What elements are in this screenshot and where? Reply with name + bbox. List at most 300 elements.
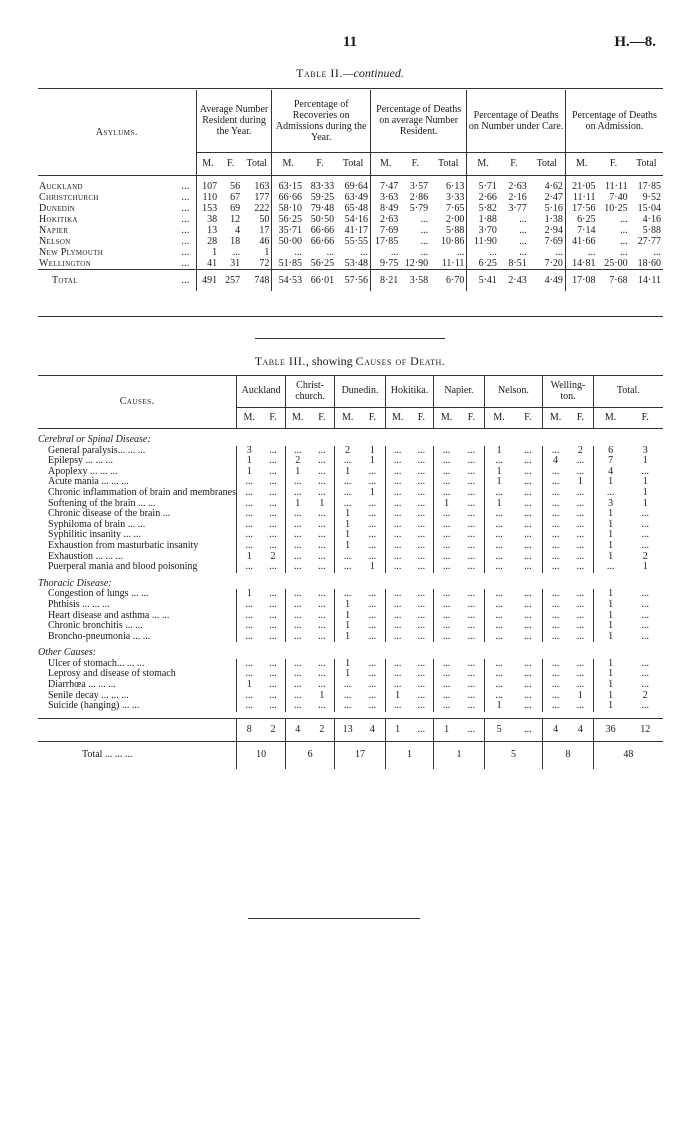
cause-cell: ... <box>368 657 377 669</box>
cause-name: Congestion of lungs ... ... <box>48 588 149 600</box>
cause-cell: ... <box>576 609 585 621</box>
cause-cell: ... <box>285 669 309 680</box>
table2-cell: ... <box>420 224 429 236</box>
grand-total-cell: 48 <box>593 742 663 769</box>
table2-subheader-cell: M. <box>371 152 401 175</box>
cause-cell: ... <box>543 621 568 632</box>
table2-total-cell: 57·56 <box>336 269 370 291</box>
table2-cell: ... <box>620 246 628 258</box>
cause-cell: ... <box>543 680 568 691</box>
table2-total-row <box>38 269 663 291</box>
table3-subheader-cell: M. <box>434 408 459 429</box>
group-header-deaths-under-care: Percentage of Deaths on Number under Care. <box>467 90 566 152</box>
cause-cell: 1 <box>593 611 627 622</box>
table2-cell: 21·05 <box>565 175 597 192</box>
cause-cell: ... <box>543 499 568 510</box>
cause-cell: 1 <box>593 530 627 541</box>
table2-cell: 56 <box>230 180 241 192</box>
table2-cell: 1 <box>264 246 270 258</box>
asylum-name <box>38 247 196 258</box>
table2-cell: 66·66 <box>272 192 304 203</box>
cause-row <box>38 632 663 643</box>
cause-cell: 1 <box>285 499 309 510</box>
table2-subheader-cell: M. <box>565 152 597 175</box>
cause-cell: 1 <box>335 669 360 680</box>
cause-cell: 2 <box>642 689 648 701</box>
asylum-name-dots: ... <box>181 235 190 247</box>
group-header-deaths-average: Percentage of Deaths on average Number Resident. <box>371 90 467 152</box>
table2-cell: 3·70 <box>467 225 499 236</box>
table2-title <box>0 66 700 81</box>
cause-cell: ... <box>417 518 426 530</box>
cause-cell: ... <box>524 561 532 573</box>
cause-cell: ... <box>641 529 649 541</box>
table2-title-prefix: Table II. <box>296 66 343 80</box>
table2-cell: 79·48 <box>310 202 335 214</box>
cause-cell: 3 <box>642 444 648 456</box>
cause-cell: ... <box>385 499 409 510</box>
table2-cell: 50·00 <box>272 236 304 247</box>
table3-title-prefix: Table III. <box>254 354 306 368</box>
cause-cell: ... <box>543 669 568 680</box>
cause-cell: ... <box>467 497 476 509</box>
cause-cell: ... <box>576 529 585 541</box>
table3-column-header: Nelson. <box>484 376 543 408</box>
cause-cell: ... <box>368 529 377 541</box>
cause-cell: ... <box>417 668 426 680</box>
table2-cell: 25·00 <box>604 257 628 269</box>
table2-subheader-cell: M. <box>467 152 499 175</box>
table2-cell: 69 <box>230 202 241 214</box>
cause-cell: ... <box>484 488 513 499</box>
cause-cell: ... <box>269 508 277 520</box>
cause-cell: ... <box>434 701 459 712</box>
cause-cell: 1 <box>335 467 360 478</box>
asylum-name-dots: ... <box>181 257 190 269</box>
cause-cell: ... <box>641 620 649 632</box>
cause-cell: ... <box>269 630 277 642</box>
cause-cell: ... <box>335 499 360 510</box>
table2-cell: ... <box>232 246 241 258</box>
table2-subheader-cell: M. <box>196 152 219 175</box>
cause-cell: ... <box>368 620 377 632</box>
cause-cell: ... <box>385 621 409 632</box>
cause-cell: ... <box>524 657 532 669</box>
table3-subheader-cell: F. <box>310 408 335 429</box>
cause-cell: ... <box>467 700 476 712</box>
cause-cell: ... <box>385 669 409 680</box>
table2-cell: 66·66 <box>310 224 335 236</box>
table2-cell: 41·17 <box>344 224 368 236</box>
cause-cell: ... <box>318 657 326 669</box>
cause-row <box>38 562 663 573</box>
cause-cell: ... <box>576 539 585 551</box>
table2-cell: ... <box>420 235 429 247</box>
cause-group-row <box>38 642 663 659</box>
cause-cell: ... <box>269 497 277 509</box>
grand-total-cell: 1 <box>434 742 484 769</box>
cause-cell: 1 <box>237 680 261 691</box>
cause-cell: 1 <box>593 477 627 488</box>
cause-cell: ... <box>237 632 261 643</box>
table2-cell: 50 <box>259 213 270 225</box>
cause-cell: ... <box>285 600 309 611</box>
table2-cell: 46 <box>259 235 270 247</box>
cause-cell: ... <box>368 689 377 701</box>
cause-cell: ... <box>417 598 426 610</box>
cause-cell: ... <box>417 630 426 642</box>
table2-total-cell: 8·21 <box>371 269 401 291</box>
cause-cell: ... <box>285 589 309 600</box>
grand-total-cell: 10 <box>237 742 285 769</box>
table2-cell: 177 <box>254 191 270 203</box>
asylum-name <box>38 203 196 214</box>
cause-cell: 1 <box>237 552 261 563</box>
cause-cell: 1 <box>593 659 627 670</box>
cause-cell: ... <box>524 529 532 541</box>
cause-cell: 1 <box>319 689 325 701</box>
cause-cell: ... <box>269 539 277 551</box>
cause-cell: ... <box>434 562 459 573</box>
table2-cell: 7·69 <box>371 225 401 236</box>
cause-cell: ... <box>524 486 532 498</box>
table2-cell: 41·66 <box>565 236 597 247</box>
cause-name: Acute mania ... ... ... <box>48 476 129 488</box>
sum-cell: 5 <box>484 718 513 742</box>
table2-cell: 17·85 <box>637 180 661 192</box>
table2-cell: 11·90 <box>467 236 499 247</box>
table2-cell: 2·63 <box>508 180 527 192</box>
cause-cell: ... <box>434 530 459 541</box>
cause-cell: ... <box>524 679 532 691</box>
asylum-name-dots: ... <box>181 246 190 258</box>
table3-column-header: Auckland <box>237 376 285 408</box>
cause-cell: ... <box>269 598 277 610</box>
cause-cell: ... <box>318 630 326 642</box>
cause-cell: 1 <box>335 659 360 670</box>
cause-cell: ... <box>269 529 277 541</box>
cause-cell: ... <box>237 488 261 499</box>
cause-cell: ... <box>318 679 326 691</box>
cause-cell: ... <box>417 561 426 573</box>
cause-cell: ... <box>543 467 568 478</box>
cause-cell: ... <box>417 529 426 541</box>
cause-cell: ... <box>434 611 459 622</box>
cause-cell: ... <box>318 529 326 541</box>
table3-subheader-cell: F. <box>459 408 484 429</box>
cause-cell: ... <box>385 520 409 531</box>
cause-cell: ... <box>269 689 277 701</box>
table2-cell: 7·14 <box>565 225 597 236</box>
cause-cell: ... <box>318 539 326 551</box>
table3-column-header: Christ-church. <box>285 376 334 408</box>
cause-name: Apoplexy ... ... ... <box>48 465 118 477</box>
table3-subheader-cell: M. <box>385 408 409 429</box>
cause-cell: ... <box>385 552 409 563</box>
table3-subheader-cell: M. <box>285 408 309 429</box>
cause-cell: ... <box>484 520 513 531</box>
asylum-name <box>38 192 196 203</box>
table2-cell: 1·88 <box>467 214 499 225</box>
table2-cell: 5·88 <box>642 224 661 236</box>
cause-name: Senile decay ... ... ... <box>48 689 129 701</box>
table2-total-cell: 257 <box>219 269 242 291</box>
table2-cell: 14·81 <box>565 258 597 270</box>
table2-row <box>38 225 663 236</box>
cause-cell: ... <box>576 486 585 498</box>
cause-cell: ... <box>417 486 426 498</box>
cause-cell: ... <box>285 611 309 622</box>
cause-cell: ... <box>269 561 277 573</box>
table2-cell: 18·60 <box>637 257 661 269</box>
cause-cell: ... <box>484 589 513 600</box>
table3-column-header: Napier. <box>434 376 484 408</box>
cause-cell: ... <box>237 659 261 670</box>
cause-cell: 1 <box>593 621 627 632</box>
table2-cell: 69·64 <box>344 180 368 192</box>
cause-group-title: Cerebral or Spinal Disease: <box>38 434 151 445</box>
asylum-name <box>38 225 196 236</box>
cause-cell: ... <box>335 477 360 488</box>
table2-cell: 4 <box>235 224 241 236</box>
cause-name: Ulcer of stomach... ... ... <box>48 657 145 669</box>
cause-cell: ... <box>285 659 309 670</box>
cause-cell: ... <box>417 550 426 562</box>
cause-cell: ... <box>318 598 326 610</box>
sum-cell: 2 <box>310 718 335 742</box>
table2-cell: ... <box>371 247 401 258</box>
table2-row <box>38 203 663 214</box>
cause-name: Diarrhœa ... ... ... <box>48 679 116 691</box>
table2-subheader-cell: F. <box>400 152 430 175</box>
asylum-name-text: Auckland <box>39 180 83 192</box>
table2-cell: 2·86 <box>409 191 429 203</box>
asylum-name-text: Napier <box>39 224 69 236</box>
cause-cell: ... <box>318 668 326 680</box>
cause-cell: ... <box>524 465 532 477</box>
cause-cell: 1 <box>577 476 583 488</box>
table2-cell: 7·65 <box>445 202 465 214</box>
table3-column-header: Welling-ton. <box>543 376 593 408</box>
asylum-name <box>38 258 196 270</box>
table2-cell: 110 <box>196 192 219 203</box>
grand-total-label: Total ... ... ... <box>38 742 237 769</box>
cause-group-row <box>38 429 663 446</box>
cause-cell: ... <box>417 620 426 632</box>
table2-total-cell: 14·11 <box>630 269 663 291</box>
cause-cell: ... <box>484 691 513 702</box>
cause-cell: ... <box>576 620 585 632</box>
cause-name: Suicide (hanging) ... ... <box>48 700 140 712</box>
sum-cell: 1 <box>434 718 459 742</box>
sum-cell: 4 <box>360 718 385 742</box>
cause-row <box>38 456 663 467</box>
cause-cell: ... <box>368 539 377 551</box>
cause-name: Syphilitic insanity ... ... <box>48 529 142 541</box>
table2-cell: 31 <box>230 257 241 269</box>
cause-name: Chronic disease of the brain ... <box>48 508 171 520</box>
cause-cell: ... <box>467 598 476 610</box>
cause-cell: ... <box>484 659 513 670</box>
table2-total-cell: 5·41 <box>467 269 499 291</box>
cause-cell: ... <box>434 669 459 680</box>
cause-row <box>38 600 663 611</box>
cause-cell: ... <box>524 588 532 600</box>
cause-cell: ... <box>467 455 476 467</box>
cause-cell: ... <box>543 691 568 702</box>
cause-cell: ... <box>641 657 649 669</box>
cause-cell: ... <box>467 620 476 632</box>
asylum-name-dots: ... <box>181 213 190 225</box>
table2-cell: ... <box>519 246 527 258</box>
table3-subheader-cell: F. <box>568 408 593 429</box>
asylum-name-text: Wellington <box>39 257 91 269</box>
cause-cell: ... <box>269 465 277 477</box>
cause-cell: ... <box>368 508 377 520</box>
cause-cell: ... <box>543 488 568 499</box>
cause-cell: 1 <box>484 467 513 478</box>
cause-cell: 2 <box>335 446 360 457</box>
cause-cell: ... <box>285 552 309 563</box>
cause-cell: ... <box>593 488 627 499</box>
table2-cell: 8·49 <box>371 203 401 214</box>
table3-subheader-cell: M. <box>543 408 568 429</box>
cause-cell: ... <box>641 588 649 600</box>
table3-subheader-cell: F. <box>410 408 434 429</box>
cause-cell: ... <box>434 659 459 670</box>
table2-cell: 54·16 <box>344 213 368 225</box>
cause-cell: 1 <box>593 669 627 680</box>
asylum-name <box>38 175 196 192</box>
cause-cell: ... <box>543 541 568 552</box>
cause-cell: ... <box>417 508 426 520</box>
cause-cell: 2 <box>285 456 309 467</box>
cause-name: Leprosy and disease of stomach <box>48 668 176 680</box>
cause-cell: 1 <box>593 520 627 531</box>
cause-cell: ... <box>524 550 532 562</box>
cause-cell: ... <box>318 550 326 562</box>
table2-subheader-cell: Total <box>336 152 370 175</box>
table2-subheader-cell: Total <box>529 152 566 175</box>
cause-cell: ... <box>467 444 476 456</box>
cause-cell: ... <box>335 589 360 600</box>
table2-cell: 10·86 <box>440 235 465 247</box>
cause-cell: ... <box>576 657 585 669</box>
cause-cell: ... <box>576 561 585 573</box>
table2-cell: ... <box>456 246 465 258</box>
table2-cell: 2·16 <box>508 191 527 203</box>
table2-cell: 27·77 <box>637 235 661 247</box>
cause-cell: ... <box>385 680 409 691</box>
cause-cell: ... <box>434 541 459 552</box>
sum-row <box>38 718 663 742</box>
cause-cell: ... <box>285 488 309 499</box>
cause-cell: ... <box>335 562 360 573</box>
cause-cell: ... <box>335 691 360 702</box>
cause-cell: ... <box>269 476 277 488</box>
cause-cell: 1 <box>484 477 513 488</box>
cause-cell: ... <box>385 541 409 552</box>
table2 <box>38 90 663 291</box>
cause-cell: ... <box>269 700 277 712</box>
cause-cell: ... <box>335 701 360 712</box>
cause-cell: ... <box>434 600 459 611</box>
table2-bottom-rule <box>38 316 663 317</box>
cause-cell: ... <box>484 541 513 552</box>
table2-cell: 2·00 <box>445 213 465 225</box>
cause-name: Puerperal mania and blood poisoning <box>48 561 198 573</box>
cause-cell: ... <box>524 497 532 509</box>
cause-cell: ... <box>368 598 377 610</box>
table2-cell: 222 <box>254 202 270 214</box>
cause-cell: 1 <box>335 632 360 643</box>
cause-cell: ... <box>237 530 261 541</box>
cause-cell: ... <box>484 530 513 541</box>
cause-cell: 1 <box>434 499 459 510</box>
table3-subheader-cell: F. <box>261 408 285 429</box>
cause-cell: 2 <box>270 550 276 562</box>
cause-cell: 1 <box>285 467 309 478</box>
cause-cell: ... <box>467 465 476 477</box>
table2-cell: 153 <box>196 203 219 214</box>
table2-cell: 7·69 <box>544 235 563 247</box>
sum-cell: 2 <box>261 718 285 742</box>
cause-cell: ... <box>484 680 513 691</box>
cause-cell: ... <box>417 465 426 477</box>
table2-cell: 2·47 <box>544 191 563 203</box>
table2-row <box>38 214 663 225</box>
cause-cell: ... <box>237 520 261 531</box>
cause-cell: ... <box>385 467 409 478</box>
cause-cell: ... <box>237 509 261 520</box>
cause-cell: 1 <box>642 476 648 488</box>
table2-cell: 3·77 <box>508 202 527 214</box>
table2-cell: 11·11 <box>565 192 597 203</box>
table2-row <box>38 175 663 192</box>
table2-cell: ... <box>519 235 527 247</box>
cause-cell: ... <box>237 691 261 702</box>
table2-cell: 2·63 <box>371 214 401 225</box>
cause-cell: ... <box>417 609 426 621</box>
cause-name: Heart disease and asthma ... ... <box>48 609 170 621</box>
sum-cell: ... <box>410 718 434 742</box>
table2-cell: 28 <box>196 236 219 247</box>
cause-cell: 1 <box>577 689 583 701</box>
cause-cell: ... <box>368 550 377 562</box>
cause-cell: ... <box>434 467 459 478</box>
cause-cell: 3 <box>593 499 627 510</box>
cause-cell: ... <box>543 520 568 531</box>
table2-cell: ... <box>620 224 628 236</box>
table2-cell: 12·90 <box>404 257 429 269</box>
table2-cell: ... <box>519 213 527 225</box>
table2-cell: 15·04 <box>637 202 661 214</box>
cause-cell: ... <box>484 611 513 622</box>
grand-total-cell: 17 <box>335 742 385 769</box>
asylum-name-text: Nelson <box>39 235 71 247</box>
table2-total-cell: 2·43 <box>499 269 529 291</box>
cause-cell: ... <box>318 455 326 467</box>
cause-cell: ... <box>484 456 513 467</box>
cause-row <box>38 488 663 499</box>
table2-cell: 6·13 <box>445 180 465 192</box>
table2-cell: 4·16 <box>642 213 661 225</box>
cause-cell: ... <box>318 700 326 712</box>
cause-cell: 1 <box>593 680 627 691</box>
cause-cell: ... <box>269 679 277 691</box>
cause-cell: ... <box>368 518 377 530</box>
cause-cell: ... <box>484 552 513 563</box>
